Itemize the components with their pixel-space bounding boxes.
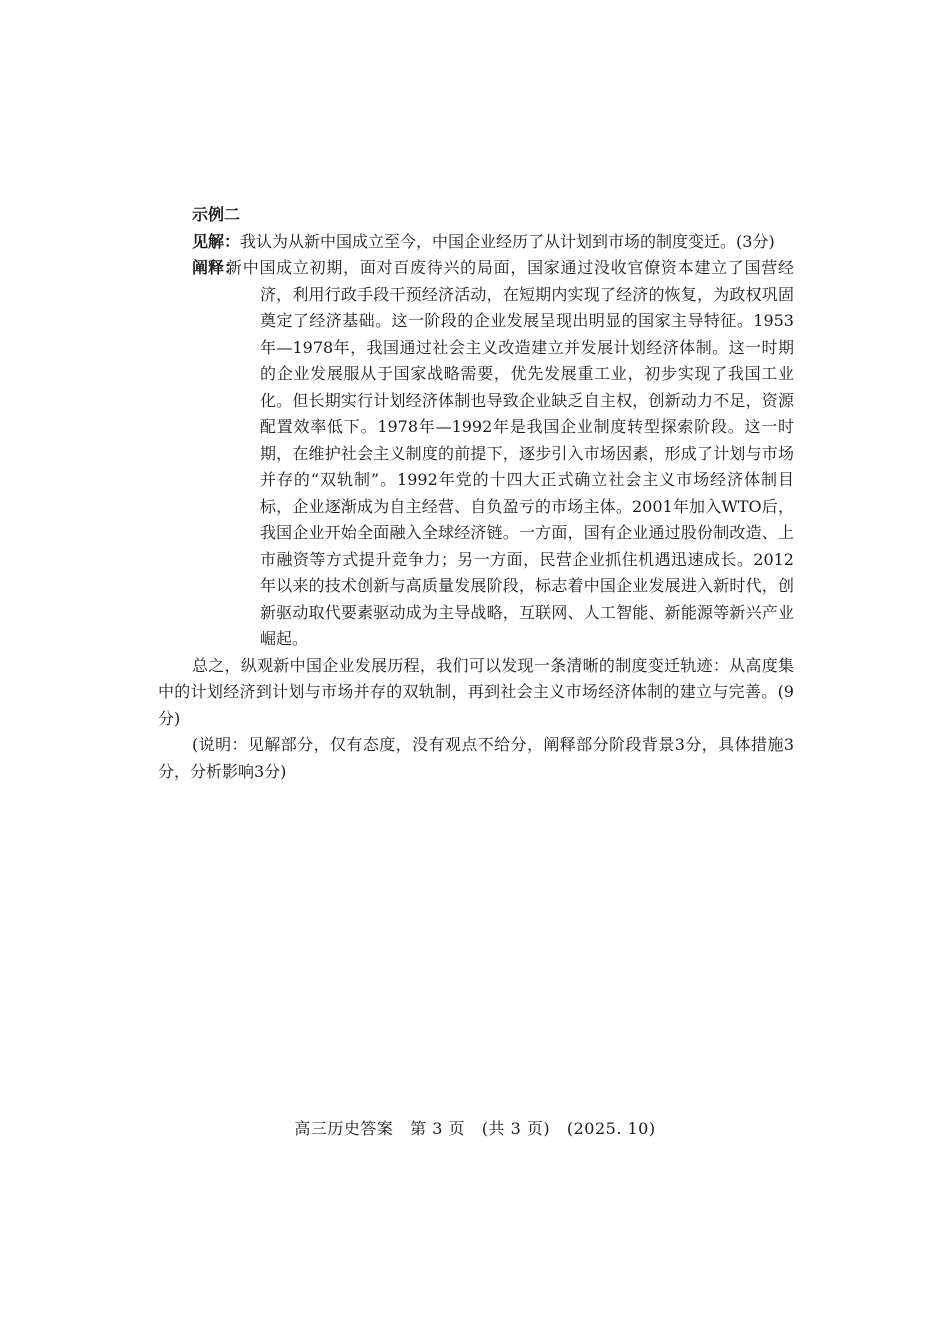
opinion-paragraph xyxy=(192,229,794,256)
explanation-text: 新中国成立初期，面对百废待兴的局面，国家通过没收官僚资本建立了国营经济，利用行政手段干预经济活动，在短期内实现了经济的恢复，为政权巩固奠定了经济基础。这一阶段的企业发展呈现出明显的国家主导特征。1953年—1978年，我国通过社会主义改造建立并发展计划经济体制。这一时期的企业发展服从于国家战略需要，优先发展重工业，初步实现了我国工业化。但长期实行计划经济体制也导致企业缺乏自主权，创新动力不足，资源配置效率低下。1978年—1992年是我国企业制度转型探索阶段。这一时期，在维护社会主义制度的前提下，逐步引入市场因素，形成了计划与市场并存的“双轨制”。1992年党的十四大正式确立社会主义市场经济体制目标，企业逐渐成为自主经营、自负盈亏的市场主体。2001年加入WTO后，我国企业开始全面融入全球经济链。一方面，国有企业通过股份制改造、上市融资等方式提升竞争力；另一方面，民营企业抓住机遇迅速成长。2012年以来的技术创新与高质量发展阶段，标志着中国企业发展进入新时代，创新驱动取代要素驱动成为主导战略，互联网、人工智能、新能源等新兴产业崛起。 xyxy=(226,258,794,648)
example-heading: 示例二 xyxy=(192,205,241,224)
opinion-label: 见解： xyxy=(192,231,241,251)
answer-content xyxy=(158,202,794,785)
opinion-text: 我认为从新中国成立至今，中国企业经历了从计划到市场的制度变迁。(3分) xyxy=(240,231,775,251)
explanation-paragraph xyxy=(192,255,794,653)
explanation-label: 阐释： xyxy=(192,258,241,277)
scoring-note: (说明：见解部分，仅有态度，没有观点不给分，阐释部分阶段背景3分，具体措施3分，分析影响3分) xyxy=(158,735,794,781)
page-footer: 高三历史答案 第 3 页 (共 3 页) (2025. 10) xyxy=(294,1119,656,1138)
conclusion-paragraph: 总之，纵观新中国企业发展历程，我们可以发现一条清晰的制度变迁轨迹：从高度集中的计划经济到计划与市场并存的双轨制，再到社会主义市场经济体制的建立与完善。(9分) xyxy=(158,655,794,728)
